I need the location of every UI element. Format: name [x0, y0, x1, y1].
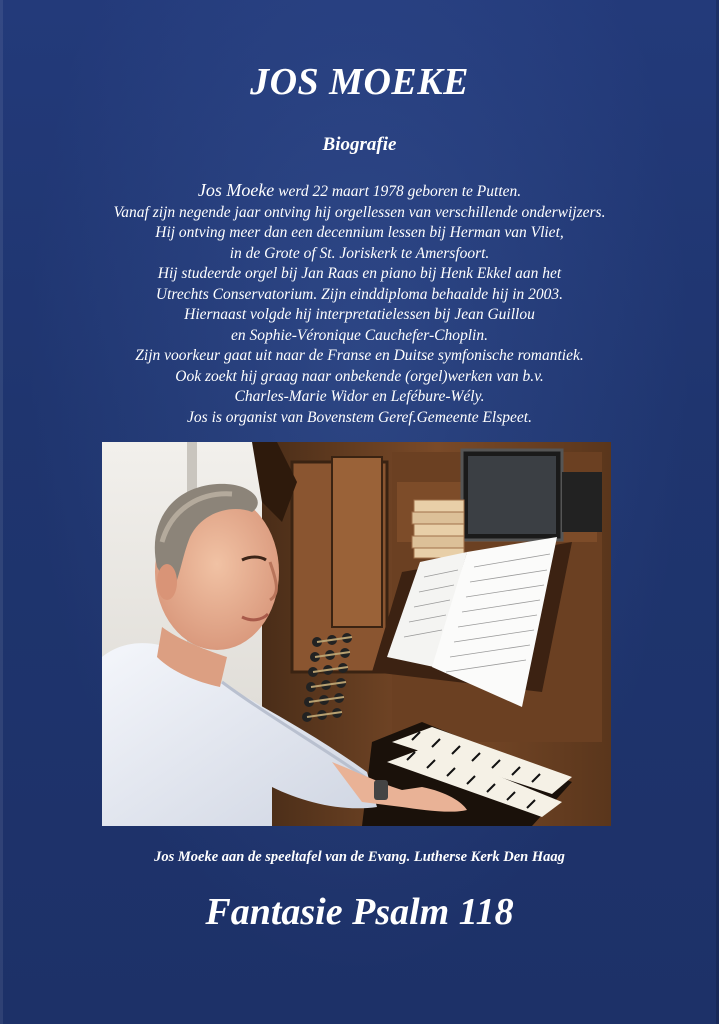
biography-line — [40, 180, 679, 203]
biography-line: Vanaf zijn negende jaar ontving hij orgellessen van verschillende onderwijzers. — [113, 203, 606, 221]
biography-text — [40, 180, 679, 428]
work-title: Fantasie Psalm 118 — [205, 891, 514, 933]
biography-line: in de Grote of St. Joriskerk te Amersfoort. — [229, 244, 490, 262]
photo-caption: Jos Moeke aan de speeltafel van de Evang. Lutherse Kerk Den Haag — [154, 849, 565, 865]
biography-line: Jos is organist van Bovenstem Geref.Gemeente Elspeet. — [187, 408, 532, 426]
biography-heading: Biografie — [322, 134, 397, 155]
biography-line: Hij ontving meer dan een decennium lessen bij Herman van Vliet, — [155, 224, 564, 241]
biography-line: Utrechts Conservatorium. Zijn einddiploma behaalde hij in 2003. — [155, 285, 564, 303]
biography-line: Hiernaast volgde hij interpretatielessen bij Jean Guillou — [184, 306, 535, 323]
biography-line-text: werd 22 maart 1978 geboren te Putten. — [274, 183, 522, 200]
biography-line: Zijn voorkeur gaat uit naar de Franse en Duitse symfonische romantiek. — [135, 347, 584, 364]
biography-line: Ook zoekt hij graag naar onbekende (orgel)werken van b.v. — [175, 367, 544, 385]
biography-line: Charles-Marie Widor en Lefébure-Wély. — [234, 388, 485, 405]
biography-line: Hij studeerde orgel bij Jan Raas en piano bij Henk Ekkel aan het — [157, 265, 562, 282]
organist-photo — [102, 442, 611, 826]
biography-line: en Sophie-Véronique Cauchefer-Choplin. — [231, 326, 488, 344]
biography-name: Jos Moeke — [197, 180, 275, 200]
page-title: JOS MOEKE — [250, 61, 469, 103]
